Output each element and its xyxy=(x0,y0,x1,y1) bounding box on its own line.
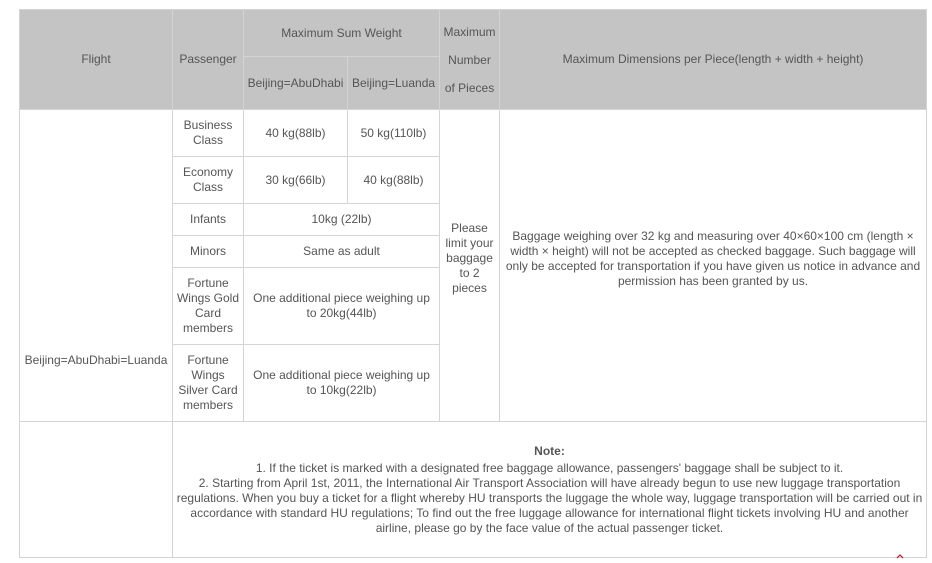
weight-economy-abudhabi: 30 kg(66lb) xyxy=(244,157,348,204)
header-route-luanda: Beijing=Luanda xyxy=(348,57,440,110)
flight-route-cell: Beijing=AbuDhabi=Luanda xyxy=(20,110,173,422)
header-max-pieces xyxy=(440,10,500,110)
header-route-abudhabi: Beijing=AbuDhabi xyxy=(244,57,348,110)
baggage-allowance-table xyxy=(19,9,927,558)
weight-silver-card: One additional piece weighing up to 10kg(22lb) xyxy=(244,345,440,422)
header-max-dimensions: Maximum Dimensions per Piece(length + width + height) xyxy=(500,10,927,110)
dimensions-cell: Baggage weighing over 32 kg and measuring over 40×60×100 cm (length × width × height) will not be accepted as checked baggage. Such baggage will only be accepted for transportation if you have given us notice in advance and permission has been granted by us. xyxy=(500,110,927,422)
header-flight: Flight xyxy=(20,10,173,110)
note-section xyxy=(173,422,927,558)
note-title: Note: xyxy=(534,444,565,458)
note-spacer xyxy=(20,422,173,558)
weight-gold-card: One additional piece weighing up to 20kg(44lb) xyxy=(244,268,440,345)
weight-business-abudhabi: 40 kg(88lb) xyxy=(244,110,348,157)
weight-economy-luanda: 40 kg(88lb) xyxy=(348,157,440,204)
passenger-gold-card: Fortune Wings Gold Card members xyxy=(173,268,244,345)
passenger-silver-card: Fortune Wings Silver Card members xyxy=(173,345,244,422)
chevron-up-icon[interactable] xyxy=(896,553,904,561)
passenger-minors: Minors xyxy=(173,236,244,268)
header-max-pieces-line3: of Pieces xyxy=(444,80,495,95)
weight-minors: Same as adult xyxy=(244,236,440,268)
header-max-pieces-line2: Number xyxy=(448,52,491,67)
passenger-economy: Economy Class xyxy=(173,157,244,204)
weight-infants: 10kg (22lb) xyxy=(244,204,440,236)
passenger-business: Business Class xyxy=(173,110,244,157)
header-max-pieces-line1: Maximum xyxy=(443,24,496,39)
pieces-cell: Please limit your baggage to 2 pieces xyxy=(440,110,500,422)
note-item: 2. Starting from April 1st, 2011, the International Air Transport Association will have already begun to use new luggage transportation regulations. When you buy a ticket for a flight whereby HU transports the luggage the whole way, luggage transportation will be carried out in accordance with standard HU regulations; To find out the free luggage allowance for international flight tickets involving HU and another airline, please go by the face value of the actual passenger ticket. xyxy=(176,476,923,535)
weight-business-luanda: 50 kg(110lb) xyxy=(348,110,440,157)
note-item: 1. If the ticket is marked with a designated free baggage allowance, passengers' baggage shall be subject to it. xyxy=(255,461,844,475)
passenger-infants: Infants xyxy=(173,204,244,236)
header-passenger: Passenger xyxy=(173,10,244,110)
header-max-sum-weight: Maximum Sum Weight xyxy=(244,10,440,57)
